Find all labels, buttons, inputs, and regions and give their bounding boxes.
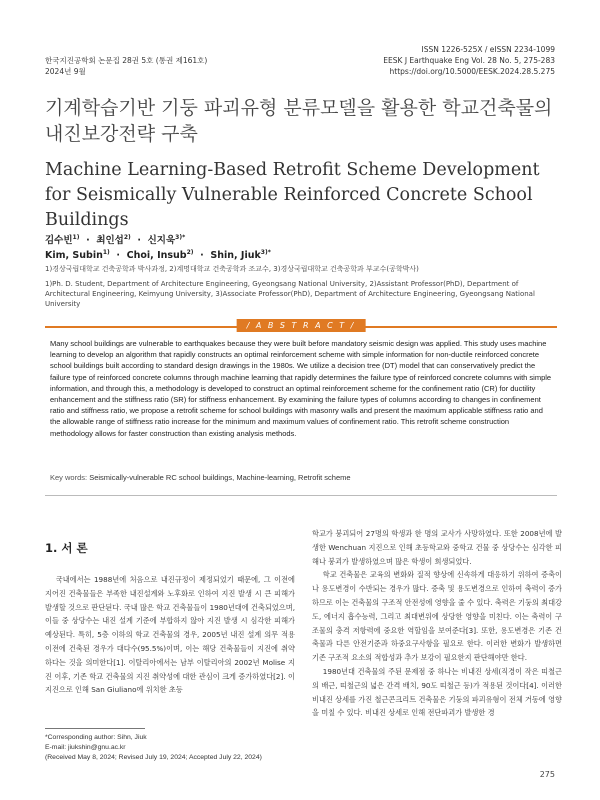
keywords-list: Seismically-vulnerable RC school buildings, Machine-learning, Retrofit scheme [89,473,351,482]
author-1-ko: 김수빈 [45,235,73,246]
author-email[interactable]: E-mail: jiukshin@gnu.ac.kr [45,744,126,751]
body-paragraph: 1980년대 건축물의 주된 문제점 중 하나는 비내진 상세(직경이 작은 띠철근의 배근, 띠철근의 넓은 간격 배치, 90도 띠철근 등)가 적용된 것이다[4]. 이러한 비내진 상세를 가진 철근콘크리트 건축물은 기둥의 파괴유형이 전체 거동에 영향을 미칠 수 있다. 비내진 상세로 인해 전단파괴가 발생한 경 [312,666,562,718]
author-separator: · [86,235,90,246]
author-3-ko-sup: 3)* [175,233,186,241]
issn: ISSN 1226-525X / eISSN 2234-1099 [421,45,555,54]
body-right-column [312,527,562,720]
footnote [45,733,262,763]
authors-korean [45,232,185,246]
author-2-en-sup: 2) [186,249,194,256]
section-heading: 1. 서 론 [45,541,88,555]
author-separator: · [137,235,141,246]
author-3-en: Shin, Jiuk [210,250,261,262]
submission-dates: (Received May 8, 2024; Revised July 19, 2024; Accepted July 22, 2024) [45,754,262,761]
affiliations-korean: 1)경상국립대학교 건축공학과 박사과정, 2)계명대학교 건축공학과 조교수, 3)경상국립대학교 건축공학과 부교수(공학박사) [45,265,419,273]
author-separator: · [200,250,204,262]
affiliations-english: 1)Ph. D. Student, Department of Architecture Engineering, Gyeongsang National University, 2)Assistant Professor(PhD), Department of Architectural Engineering, Keimyung University, 3)Associate Professor(PhD), Department of Architecture Engineering, Gyeongsang National University [45,280,535,308]
author-1-ko-sup: 1) [72,233,80,241]
author-2-ko-sup: 2) [123,233,131,241]
author-2-en: Choi, Insub [126,250,187,262]
title-korean: 기계학습기반 기둥 파괴유형 분류모델을 활용한 학교건축물의 내진보강전략 구축 [45,97,553,145]
author-3-en-sup: 3)* [260,249,271,256]
section-divider [45,495,557,496]
body-left-column: 국내에서는 1988년에 처음으로 내진규정이 제정되었기 때문에, 그 이전에 지어진 건축물들은 부족한 내진설계와 노후화로 인하여 지진 발생 시 큰 피해가 발생할 것으로 판단된다. 국내 많은 학교 건축물들이 1980년대에 건축되었으며, 이들 중 상당수는 내진 설계 기준에 부합하지 않아 지진 발생 시 심각한 피해가 예상된다. 특히, 5층 이하의 학교 건축물의 경우, 2005년 내진 설계 의무 적용 이전에 건축된 경우가 대다수(95.5%)이며, 이는 해당 건축물들이 지진에 취약하다는 것을 의미한다[1]. 이탈리아에서는 남부 이탈리아의 2002년 Molise 지진 이후, 기존 학교 건축물의 지진 취약성에 대한 관심이 크게 증가하였다[2]. 이 지진으로 인해 San Giuliano에 위치한 초등 [45,575,295,695]
page-number: 275 [539,770,555,779]
body-paragraph: 학교가 붕괴되어 27명의 학생과 한 명의 교사가 사망하였다. 또한 2008년에 발생한 Wenchuan 지진으로 인해 초등학교와 중학교 건물 중 상당수는 심각한 피해나 붕괴가 발생하였으며 많은 학생이 희생되었다. [312,529,562,566]
doi-link[interactable]: https://doi.org/10.5000/EESK.2024.28.5.275 [389,67,555,76]
journal-name-ko: 한국지진공학회 논문집 28권 5호 (통권 제161호) [45,56,208,65]
footnote-rule [45,728,145,729]
keywords [50,473,351,482]
author-1-en-sup: 1) [102,249,110,256]
corresponding-author: *Corresponding author: Sihn, Jiuk [45,734,147,741]
authors-english [45,249,271,261]
journal-name-en: EESK J Earthquake Eng Vol. 28 No. 5, 275-283 [383,56,555,65]
author-1-en: Kim, Subin [45,250,103,262]
journal-header-right [383,44,555,77]
abstract-banner [45,322,557,332]
abstract-label: / A B S T R A C T / [237,319,366,332]
journal-header-left [45,55,207,77]
journal-date-ko: 2024년 9월 [45,67,86,76]
title-english: Machine Learning-Based Retrofit Scheme Development for Seismically Vulnerable Reinforced Concrete School Buildings [45,160,540,230]
body-paragraph: 학교 건축물은 교육의 변화와 질적 향상에 신속하게 대응하기 위하여 증축이나 용도변경이 수반되는 경우가 많다. 증축 및 용도변경으로 인하여 축력이 증가하므로 이는 건축물의 구조적 안전성에 영향을 줄 수 있다. 축력은 기둥의 최대강도, 에너지 흡수능력, 그리고 최대변위에 상당한 영향을 미친다. 이는 축력이 구조물의 충격 저항력에 중요한 역할임을 보여준다[3]. 또한, 용도변경은 기존 건축물과 다른 안전기준과 하중요구사항을 필요로 한다. 이러한 변화가 발생하면 기존 구조적 요소의 적합성과 추가 보강이 필요한지 판단해야만 한다. [312,570,562,663]
abstract-text: Many school buildings are vulnerable to earthquakes because they were built before mandatory seismic design was applied. This study uses machine learning to develop an algorithm that rapidly constructs an optimal reinforcement scheme with simple information for non-ductile reinforced concrete school buildings built according to standard design drawings in the 1980s. We utilize a decision tree (DT) model that can conservatively predict the failure type of reinforced concrete columns through machine learning that rapidly determines the failure type of reinforced concrete columns with simple information, and through this, a methodology is developed to construct an optimal reinforcement scheme for the confinement ratio (CR) for ductility enhancement and the stiffness ratio (SR) for stiffness enhancement. By examining the failure types of columns according to changes in confinement ratio and stiffness ratio, we propose a retrofit scheme for school buildings with masonry walls and present the maximum applicable stiffness ratio and the allowable range of stiffness ratio increase for the minimum and maximum values of confinement ratio. This retrofit scheme construction methodology allows for faster construction than existing analysis methods. [50,339,552,438]
author-separator: · [116,250,121,262]
author-3-ko: 신지욱 [147,235,176,246]
author-2-ko: 최인섭 [96,235,124,246]
keywords-label: Key words: [50,473,88,482]
